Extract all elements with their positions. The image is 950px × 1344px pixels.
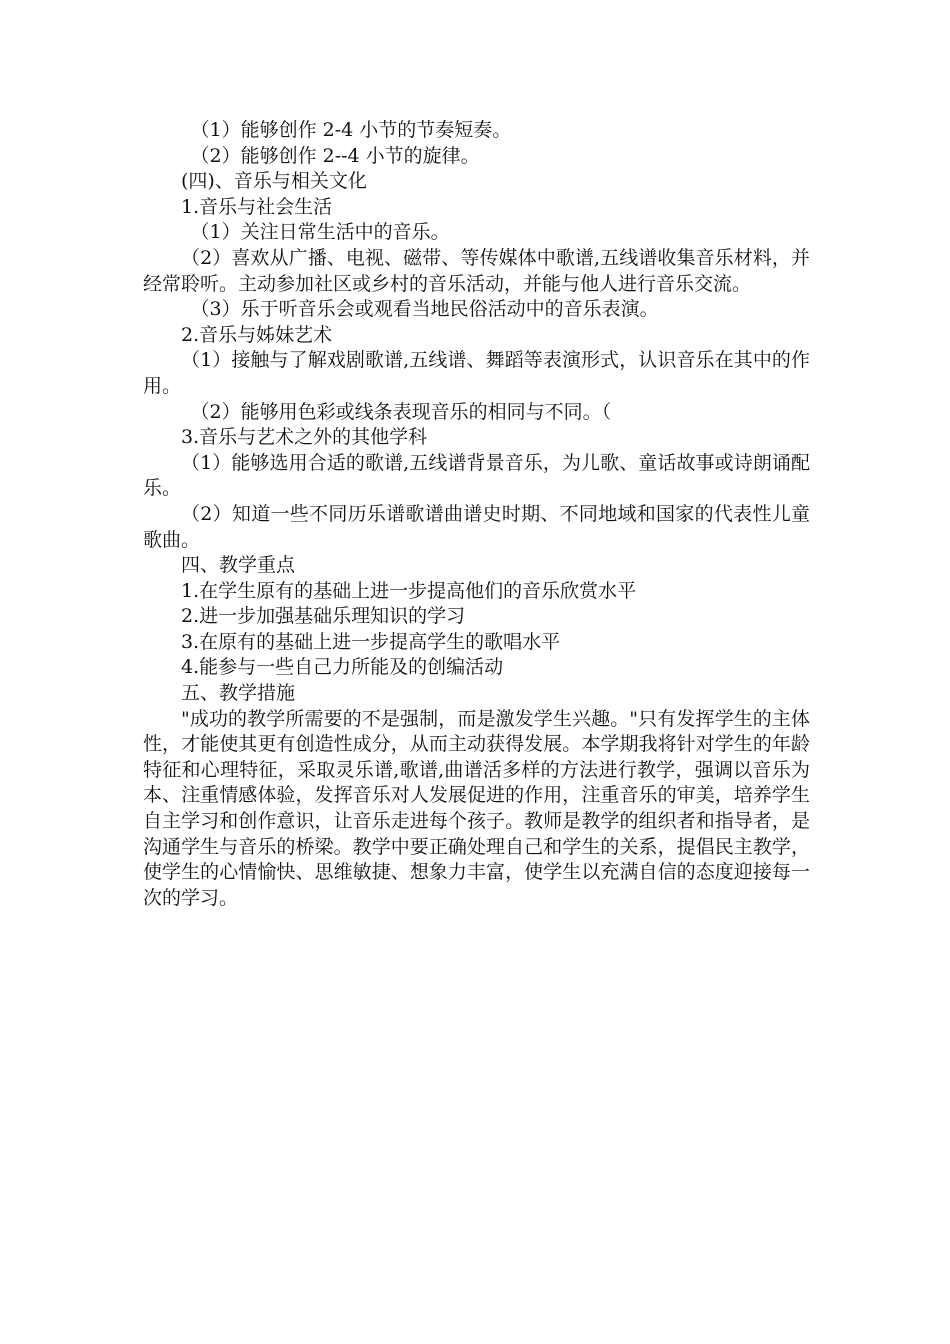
paragraph-children-songs: （2）知道一些不同历乐谱歌谱曲谱史时期、不同地域和国家的代表性儿童歌曲。 bbox=[143, 502, 810, 551]
paragraph-create-melody: （2）能够创作 2--4 小节的旋律。 bbox=[190, 144, 480, 167]
paragraph-color-lines: （2）能够用色彩或线条表现音乐的相同与不同。（ bbox=[190, 400, 612, 423]
subheading-music-social-life: 1.音乐与社会生活 bbox=[181, 195, 333, 218]
paragraph-background-music: （1）能够选用合适的歌谱,五线谱背景音乐，为儿歌、童话故事或诗朗诵配乐。 bbox=[143, 451, 810, 500]
section-heading-teaching-measures: 五、教学措施 bbox=[181, 682, 296, 705]
paragraph-create-rhythm: （1）能够创作 2-4 小节的节奏短奏。 bbox=[190, 119, 512, 141]
document-page bbox=[143, 118, 810, 911]
focus-item-3: 3.在原有的基础上进一步提高学生的歌唱水平 bbox=[181, 630, 561, 653]
paragraph-concert: （3）乐于听音乐会或观看当地民俗活动中的音乐表演。 bbox=[190, 298, 659, 321]
paragraph-media-collect: （2）喜欢从广播、电视、磁带、等传媒体中歌谱,五线谱收集音乐材料，并经常聆听。主动参加社区或乡村的音乐活动，并能与他人进行音乐交流。 bbox=[143, 246, 810, 295]
paragraph-daily-music: （1）关注日常生活中的音乐。 bbox=[190, 221, 450, 244]
focus-item-4: 4.能参与一些自己力所能及的创编活动 bbox=[181, 656, 504, 679]
paragraph-drama-dance: （1）接触与了解戏剧歌谱,五线谱、舞蹈等表演形式，认识音乐在其中的作用。 bbox=[143, 349, 810, 397]
section-heading-music-culture: (四)、音乐与相关文化 bbox=[181, 170, 367, 193]
section-heading-teaching-focus: 四、教学重点 bbox=[181, 554, 296, 577]
paragraph-teaching-measures-body: "成功的教学所需要的不是强制，而是激发学生兴趣。"只有发挥学生的主体性，才能使其更有创造性成分，从而主动获得发展。本学期我将针对学生的年龄特征和心理特征，采取灵乐谱,歌谱,曲谱活多样的方法进行教学，强调以音乐为本、注重情感体验，发挥音乐对人发展促进的作用，注重音乐的审美，培养学生自主学习和创作意识，让音乐走进每个孩子。教师是教学的组织者和指导者，是沟通学生与音乐的桥梁。教学中要正确处理自己和学生的关系，提倡民主教学，使学生的心情愉快、思维敏捷、想象力丰富，使学生以充满自信的态度迎接每一次的学习。 bbox=[143, 707, 810, 909]
subheading-sister-arts: 2.音乐与姊妹艺术 bbox=[181, 323, 333, 346]
focus-item-2: 2.进一步加强基础乐理知识的学习 bbox=[181, 605, 466, 628]
subheading-other-subjects: 3.音乐与艺术之外的其他学科 bbox=[181, 426, 428, 449]
focus-item-1: 1.在学生原有的基础上进一步提高他们的音乐欣赏水平 bbox=[181, 579, 637, 602]
